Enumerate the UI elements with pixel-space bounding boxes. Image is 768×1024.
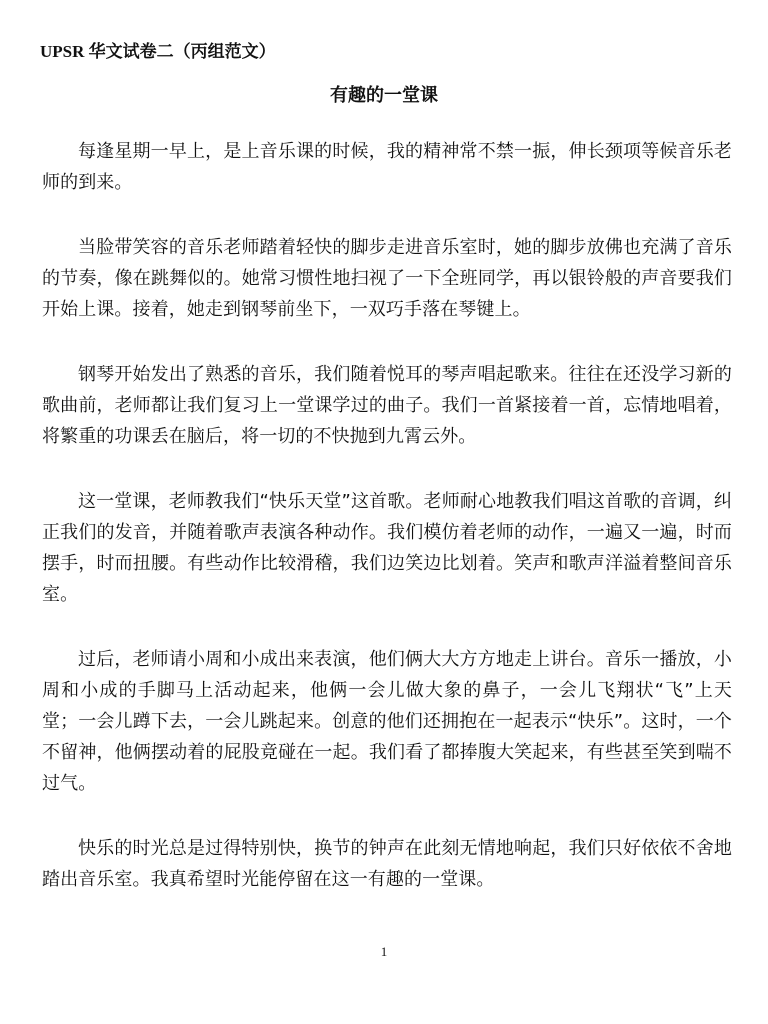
paragraph-6: 快乐的时光总是过得特别快，换节的钟声在此刻无情地响起，我们只好依依不舍地踏出音乐室。我真希望时光能停留在这一有趣的一堂课。 <box>42 838 732 890</box>
paragraph-4: 这一堂课，老师教我们“快乐天堂”这首歌。老师耐心地教我们唱这首歌的音调，纠正我们的发音，并随着歌声表演各种动作。我们模仿着老师的动作，一遍又一遍，时而摆手，时而扭腰。有些动作比较滑稽，我们边笑边比划着。笑声和歌声洋溢着整间音乐室。 <box>42 491 732 605</box>
exam-header: UPSR 华文试卷二（丙组范文） <box>40 42 276 61</box>
essay-title: 有趣的一堂课 <box>330 85 438 106</box>
page-number: 1 <box>380 944 388 959</box>
paragraph-3: 钢琴开始发出了熟悉的音乐，我们随着悦耳的琴声唱起歌来。往往在还没学习新的歌曲前，老师都让我们复习上一堂课学过的曲子。我们一首紧接着一首，忘情地唱着，将繁重的功课丢在脑后，将一切的不快抛到九霄云外。 <box>42 364 732 447</box>
paragraph-2: 当脸带笑容的音乐老师踏着轻快的脚步走进音乐室时，她的脚步放佛也充满了音乐的节奏，像在跳舞似的。她常习惯性地扫视了一下全班同学，再以银铃般的声音要我们开始上课。接着，她走到钢琴前坐下，一双巧手落在琴键上。 <box>42 237 732 320</box>
essay-body <box>42 136 732 929</box>
paragraph-5: 过后，老师请小周和小成出来表演，他们俩大大方方地走上讲台。音乐一播放，小周和小成的手脚马上活动起来，他俩一会儿做大象的鼻子，一会儿飞翔状“飞”上天 堂；一会儿蹲下去，一会儿跳起来。创意的他们还拥抱在一起表示“快乐”。这时，一个 不留神，他俩摆动着的屁股竟碰在一起。我们看了都捧腹大笑起来，有些甚至笑到喘不过气。 <box>42 649 732 794</box>
paragraph-1: 每逢星期一早上，是上音乐课的时候，我的精神常不禁一振，伸长颈项等候音乐老师的到来。 <box>42 141 732 193</box>
